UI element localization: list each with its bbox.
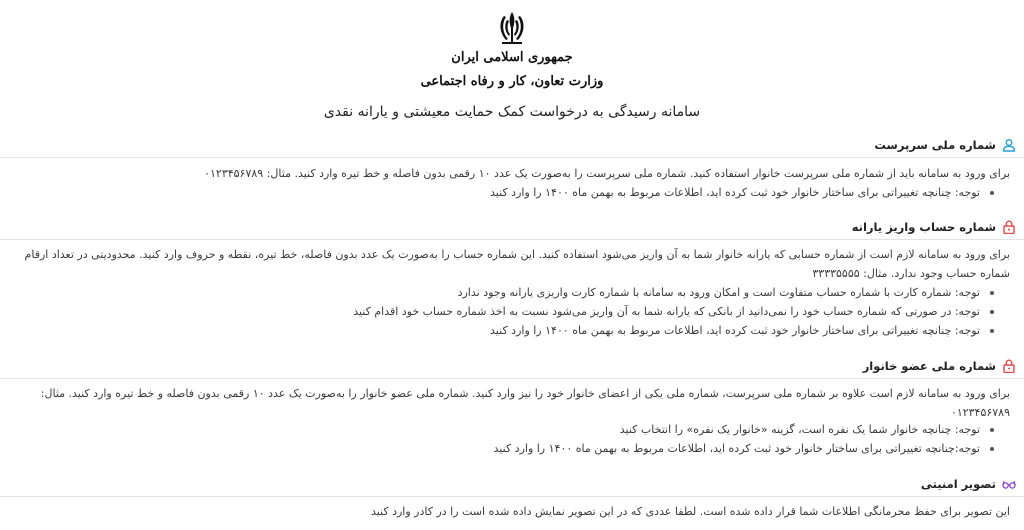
list-item: توجه: در صورتی که شماره حساب خود را نمی‌دانید از بانکی که یارانه شما به آن واریز می‌شود نسبت به اخذ شماره حساب خود اقدام کنید xyxy=(14,302,994,321)
page-header xyxy=(0,0,1024,130)
section-heading xyxy=(852,217,1016,237)
section-title: شماره حساب واریز یارانه xyxy=(851,220,996,234)
divider xyxy=(0,157,1024,158)
section-description: این تصویر برای حفظ محرمانگی اطلاعات شما قرار داده شده است. لطفا عددی که در این تصویر نمایش داده شده است را در کادر وارد کنید xyxy=(370,505,1010,518)
page-title: سامانه رسیدگی به درخواست کمک حمایت معیشتی و یارانه نقدی xyxy=(323,104,701,120)
ministry-name: وزارت تعاون، کار و رفاه اجتماعی xyxy=(420,74,604,89)
list-item: توجه: چنانچه خانوار شما یک نفره است، گزینه «خانوار یک نفره» را انتخاب کنید xyxy=(14,420,994,439)
divider xyxy=(0,378,1024,379)
iran-emblem-icon xyxy=(492,8,532,48)
lock-icon xyxy=(1002,220,1016,234)
section-title: شماره ملی سرپرست xyxy=(874,138,996,152)
list-item: توجه: چنانچه تغییراتی برای ساختار خانوار خود ثبت کرده اید، اطلاعات مربوط به بهمن ماه ۱۴۰۰ را وارد کنید xyxy=(14,321,994,340)
list-item: توجه: شماره کارت با شماره حساب متفاوت است و امکان ورود به سامانه با شماره کارت واریزی یارانه وجود ندارد xyxy=(14,283,994,302)
section-title: تصویر امنیتی xyxy=(920,477,996,491)
section-description: برای ورود به سامانه لازم است علاوه بر شماره ملی سرپرست، شماره ملی یکی از اعضای خانوار خود را نیز وارد کنید. شماره ملی عضو خانوار را به‌صورت یک عدد ۱۰ رقمی بدون فاصله و خط تیره وارد کنید. مثال: ۰۱۲۳۴۵۶۷۸۹ xyxy=(40,387,1010,419)
section-description: برای ورود به سامانه باید از شماره ملی سرپرست خانوار استفاده کنید. شماره ملی سرپرست را به‌صورت یک عدد ۱۰ رقمی بدون فاصله و خط تیره وارد کنید. مثال: ۰۱۲۳۴۵۶۷۸۹ xyxy=(204,167,1010,180)
notes-list xyxy=(14,183,994,202)
glasses-icon xyxy=(1002,477,1016,491)
lock-icon xyxy=(1002,359,1016,373)
section-heading xyxy=(921,474,1016,494)
notes-list xyxy=(14,283,994,340)
list-item: توجه:چنانچه تغییراتی برای ساختار خانوار خود ثبت کرده اید، اطلاعات مربوط به بهمن ماه ۱۴۰۰ را وارد کنید xyxy=(14,439,994,458)
divider xyxy=(0,496,1024,497)
list-item: توجه: چنانچه تغییراتی برای ساختار خانوار خود ثبت کرده اید، اطلاعات مربوط به بهمن ماه ۱۴۰۰ را وارد کنید xyxy=(14,183,994,202)
country-name: جمهوری اسلامی ایران xyxy=(451,50,573,65)
divider xyxy=(0,239,1024,240)
section-heading xyxy=(874,135,1016,155)
section-description: برای ورود به سامانه لازم است از شماره حسابی که یارانه خانوار شما به آن واریز می‌شود استفاده کنید. این شماره حساب را به‌صورت یک عدد بدون فاصله، خط تیره، نقطه و حروف وارد کنید. محدودیتی در تعداد ارقام شماره حساب وجود ندارد. مثال: ۳۳۳۳۵۵۵۵ xyxy=(24,248,1010,280)
section-heading xyxy=(863,356,1016,376)
user-icon xyxy=(1002,138,1016,152)
section-title: شماره ملی عضو خانوار xyxy=(862,359,996,373)
notes-list xyxy=(14,420,994,458)
